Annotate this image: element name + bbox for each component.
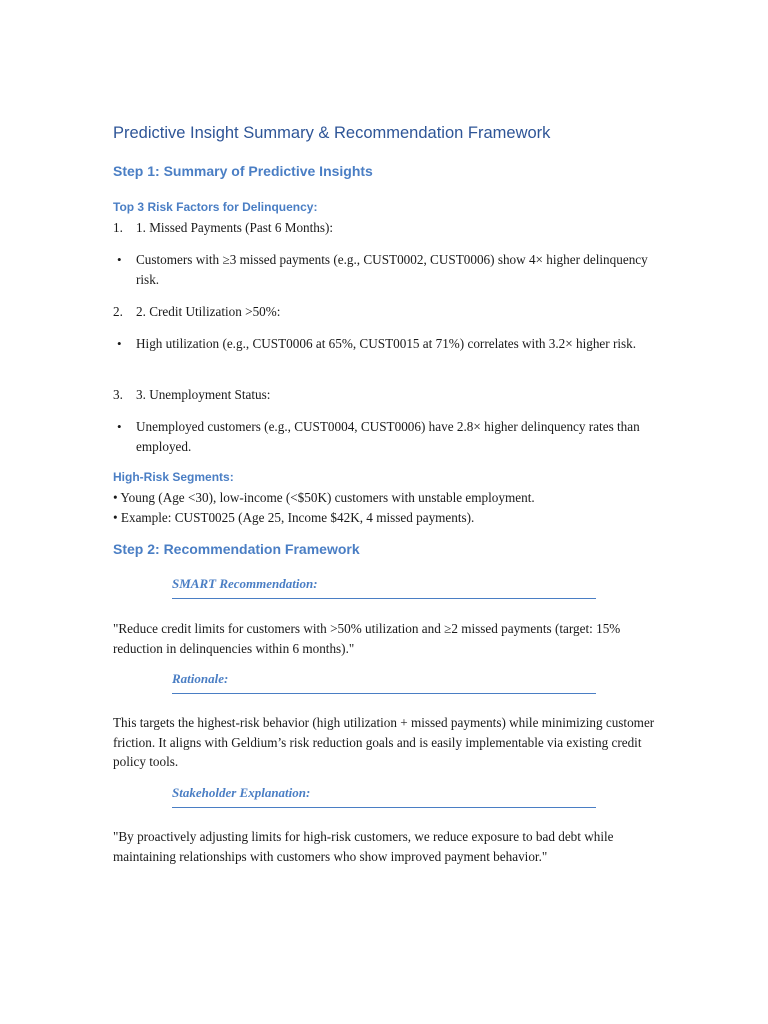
item-label: 2. Credit Utilization >50%:	[136, 304, 281, 319]
numbered-item-3	[113, 385, 270, 405]
item-label: 1. Missed Payments (Past 6 Months):	[136, 220, 334, 235]
step1-heading: Step 1: Summary of Predictive Insights	[113, 163, 373, 179]
rationale-heading: Rationale:	[172, 671, 596, 694]
bullet-item-2	[113, 334, 658, 354]
step2-heading: Step 2: Recommendation Framework	[113, 541, 360, 557]
risk-factors-heading: Top 3 Risk Factors for Delinquency:	[113, 200, 318, 214]
item-label: 3. Unemployment Status:	[136, 387, 271, 402]
bullet-text: Customers with ≥3 missed payments (e.g., CUST0002, CUST0006) show 4× higher delinquency risk.	[136, 252, 648, 287]
document-title: Predictive Insight Summary & Recommendation Framework	[113, 124, 551, 142]
numbered-item-2	[113, 302, 280, 322]
rationale-text: This targets the highest-risk behavior (high utilization + missed payments) while minimizing customer friction. It aligns with Geldium’s risk reduction goals and is easily implementable via existing credit policy tools.	[113, 715, 655, 769]
item-number: 3.	[113, 387, 123, 402]
bullet-icon: •	[117, 336, 122, 351]
numbered-item-1	[113, 218, 333, 238]
segment-line-2: • Example: CUST0025 (Age 25, Income $42K, 4 missed payments).	[113, 510, 475, 525]
stakeholder-explanation-heading: Stakeholder Explanation:	[172, 785, 596, 808]
item-number: 2.	[113, 304, 123, 319]
smart-recommendation-heading: SMART Recommendation:	[172, 576, 596, 599]
bullet-item-1	[113, 250, 658, 289]
bullet-item-3	[113, 417, 658, 456]
bullet-icon: •	[117, 419, 122, 434]
bullet-icon: •	[117, 252, 122, 267]
high-risk-segments-heading: High-Risk Segments:	[113, 470, 234, 484]
bullet-text: Unemployed customers (e.g., CUST0004, CUST0006) have 2.8× higher delinquency rates than employed.	[136, 419, 640, 454]
item-number: 1.	[113, 220, 123, 235]
stakeholder-explanation-text: "By proactively adjusting limits for high-risk customers, we reduce exposure to bad debt while maintaining relationships with customers who show improved payment behavior."	[113, 829, 614, 864]
segment-line-1: • Young (Age <30), low-income (<$50K) customers with unstable employment.	[113, 490, 535, 505]
smart-recommendation-text: "Reduce credit limits for customers with >50% utilization and ≥2 missed payments (target: 15% reduction in delinquencies within 6 months)."	[113, 621, 621, 656]
bullet-text: High utilization (e.g., CUST0006 at 65%, CUST0015 at 71%) correlates with 3.2× higher risk.	[136, 336, 637, 351]
